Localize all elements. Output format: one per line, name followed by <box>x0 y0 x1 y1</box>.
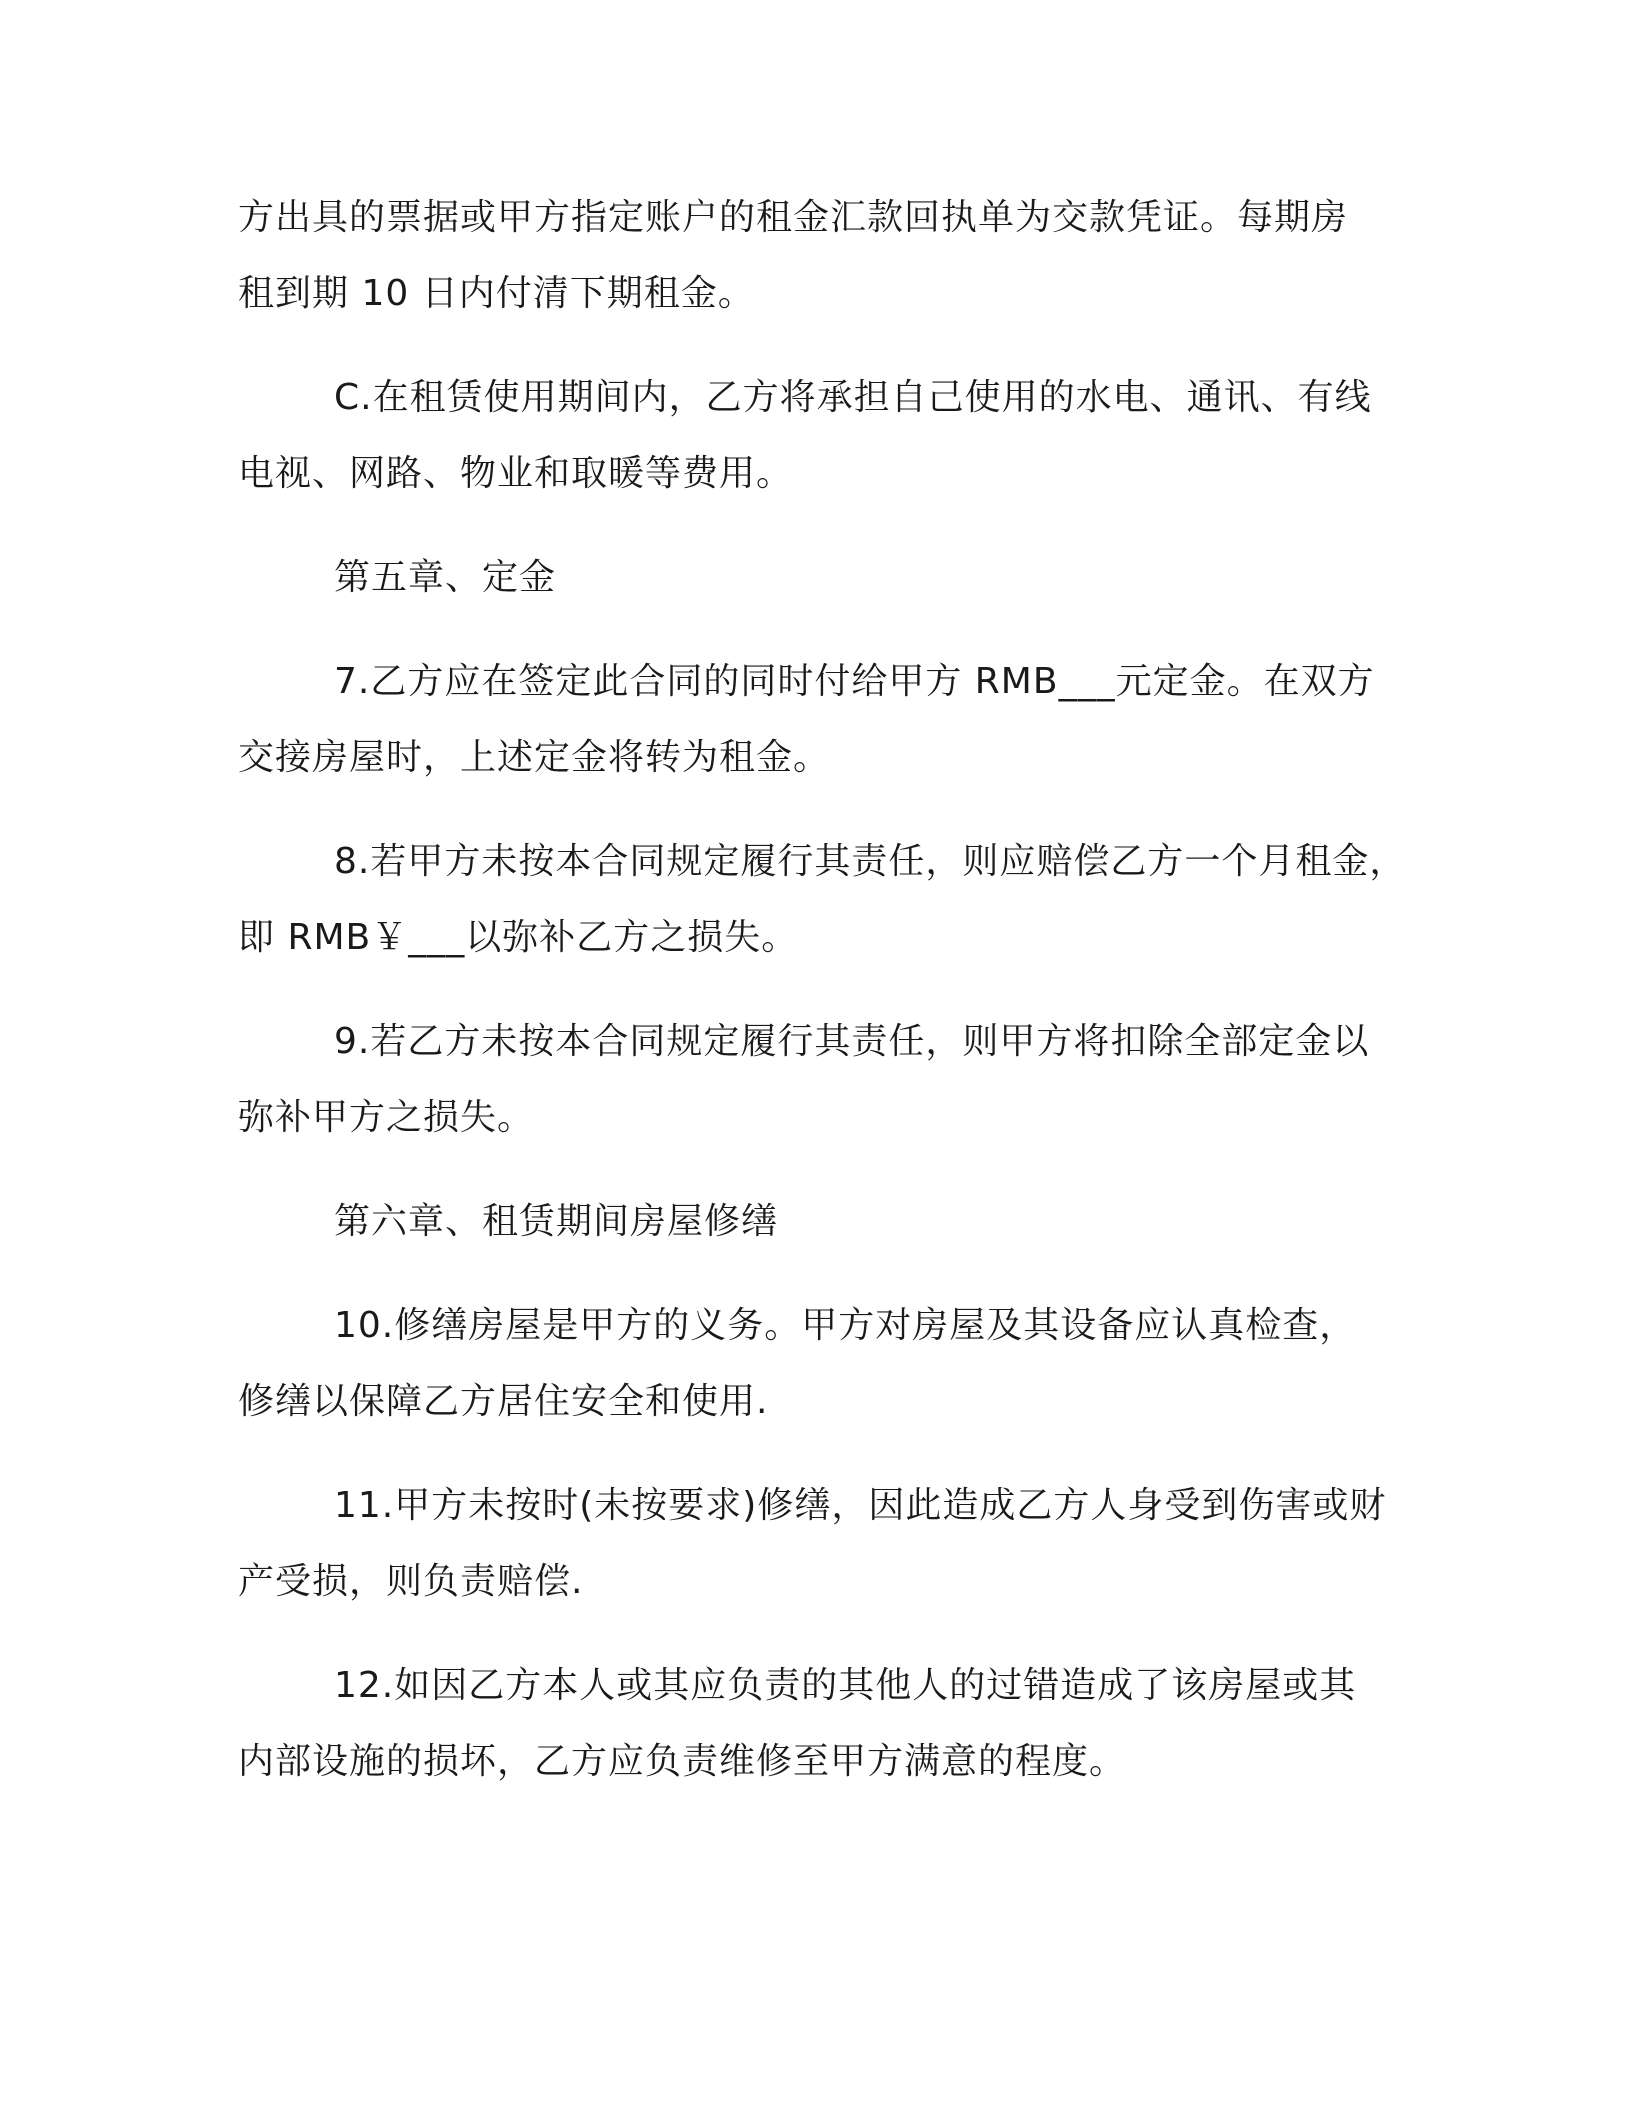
text-line: 9.若乙方未按本合同规定履行其责任，则甲方将扣除全部定金以 <box>334 1021 1370 1062</box>
chapter-heading: 第六章、租赁期间房屋修缮 <box>334 1201 779 1242</box>
chapter-heading: 第五章、定金 <box>334 557 557 598</box>
text-line: 修缮以保障乙方居住安全和使用. <box>238 1381 769 1422</box>
text-line: 交接房屋时，上述定金将转为租金。 <box>238 737 831 778</box>
text-line: 12.如因乙方本人或其应负责的其他人的过错造成了该房屋或其 <box>334 1665 1357 1706</box>
text-line: 租到期 10 日内付清下期租金。 <box>238 273 755 314</box>
text-line: 产受损，则负责赔偿. <box>238 1561 584 1602</box>
text-line: 7.乙方应在签定此合同的同时付给甲方 RMB___元定金。在双方 <box>334 661 1375 702</box>
text-line: 内部设施的损坏，乙方应负责维修至甲方满意的程度。 <box>238 1741 1127 1782</box>
text-line: 10.修缮房屋是甲方的义务。甲方对房屋及其设备应认真检查， <box>334 1305 1357 1346</box>
text-line: 方出具的票据或甲方指定账户的租金汇款回执单为交款凭证。每期房 <box>238 197 1349 238</box>
text-line: 即 RMB￥___以弥补乙方之损失。 <box>238 917 799 958</box>
text-line: 11.甲方未按时(未按要求)修缮，因此造成乙方人身受到伤害或财 <box>334 1485 1387 1526</box>
text-line: 电视、网路、物业和取暖等费用。 <box>238 453 794 494</box>
text-line: 弥补甲方之损失。 <box>238 1097 535 1138</box>
text-line: C.在租赁使用期间内，乙方将承担自己使用的水电、通讯、有线 <box>334 377 1372 418</box>
text-line: 8.若甲方未按本合同规定履行其责任，则应赔偿乙方一个月租金， <box>334 841 1407 882</box>
